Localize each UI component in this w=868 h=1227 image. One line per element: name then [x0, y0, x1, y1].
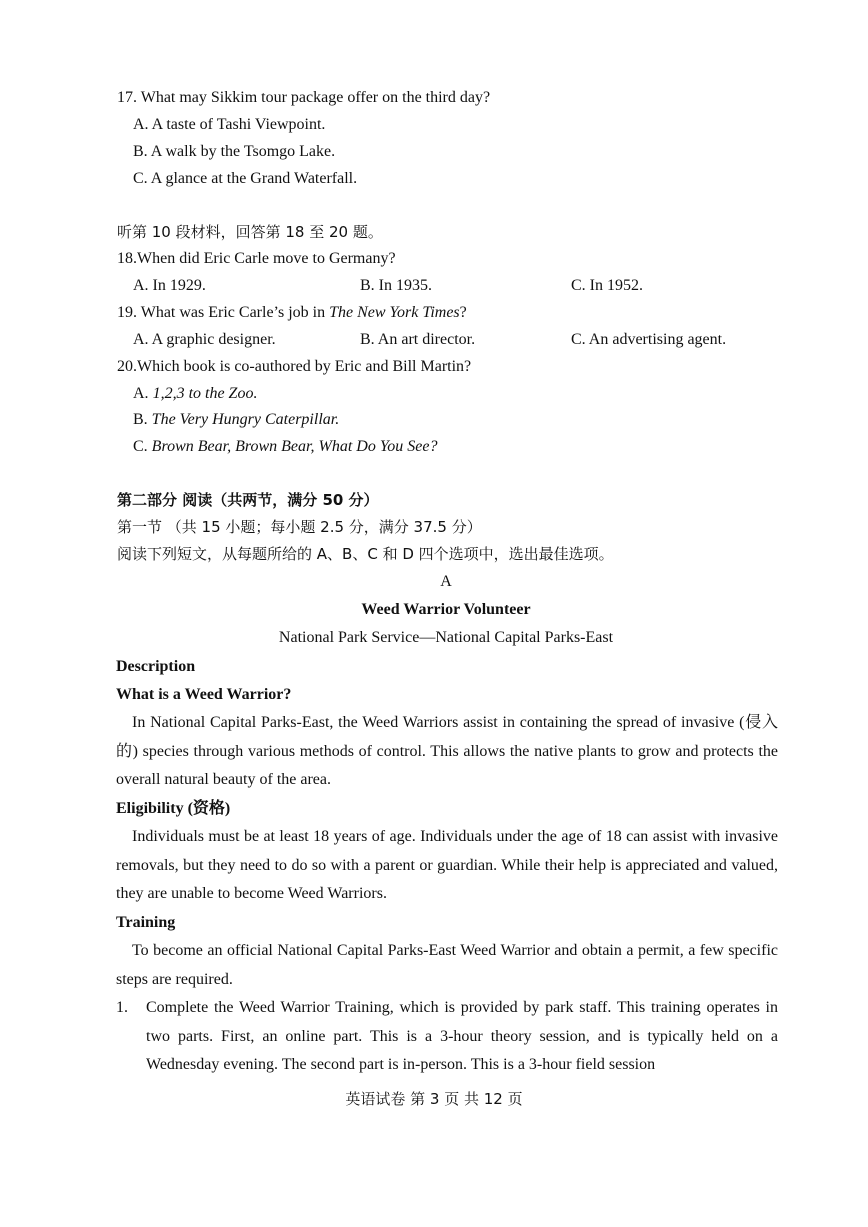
q20-option-c-title: Brown Bear, Brown Bear, What Do You See?	[151, 438, 438, 455]
q17-option-a: A. A taste of Tashi Viewpoint.	[133, 116, 326, 133]
eligibility-paragraph-text: Individuals must be at least 18 years of age. Individuals under the age of 18 can assist with invasive removals, but they need to do so with a parent or guardian. While their help is appreciated and valued, they are unable to become Weed Warriors.	[116, 828, 778, 902]
training-paragraph	[116, 937, 778, 994]
training-step-1-number: 1.	[116, 999, 128, 1016]
training-step-1	[116, 994, 778, 1080]
q20-option-c	[133, 437, 437, 457]
eligibility-paragraph	[116, 823, 778, 909]
q18-option-b: B. In 1935.	[360, 277, 432, 294]
description-heading: Description	[116, 658, 196, 675]
q20-option-b	[133, 410, 339, 430]
q20-option-a	[133, 384, 257, 404]
q19-option-c: C. An advertising agent.	[571, 331, 727, 348]
training-step-1-text: Complete the Weed Warrior Training, which is provided by park staff. This training operates in two parts. First, an online part. This is a 3-hour theory session, and is typically held on a Wednesday evening. The second part is in-person. This is a 3-hour field session	[146, 999, 778, 1073]
q20-option-b-title: The Very Hungry Caterpillar.	[151, 411, 340, 428]
q20-option-a-title: 1,2,3 to the Zoo.	[152, 385, 258, 402]
eligibility-heading: Eligibility (资格)	[116, 800, 231, 817]
q20-option-b-label: B.	[133, 411, 152, 428]
passage-letter: A	[440, 573, 452, 590]
training-paragraph-text: To become an official National Capital Parks-East Weed Warrior and obtain a permit, a few specific steps are required.	[116, 942, 778, 988]
q20-stem: 20.Which book is co-authored by Eric and Bill Martin?	[117, 358, 472, 375]
q19-stem-pre: 19. What was Eric Carle’s job in	[117, 304, 330, 321]
q18-option-c: C. In 1952.	[571, 277, 643, 294]
q18-option-a: A. In 1929.	[133, 277, 206, 294]
listening-instruction-10: 听第 10 段材料，回答第 18 至 20 题。	[117, 223, 383, 241]
q19-option-a: A. A graphic designer.	[133, 331, 276, 348]
page-footer: 英语试卷 第 3 页 共 12 页	[345, 1090, 523, 1108]
what-paragraph-text: In National Capital Parks-East, the Weed Warriors assist in containing the spread of invasive (侵入的) species through various methods of control. This allows the native plants to grow and protects the overall natural beauty of the area.	[116, 714, 779, 788]
q17-option-b: B. A walk by the Tsomgo Lake.	[133, 143, 336, 160]
q18-stem: 18.When did Eric Carle move to Germany?	[117, 250, 396, 267]
q19-stem-title: The New York Times	[329, 304, 460, 321]
q19-stem-post: ?	[459, 304, 467, 321]
q20-option-a-label: A.	[133, 385, 153, 402]
reading-part-heading: 第二部分 阅读（共两节，满分 50 分）	[117, 491, 379, 509]
q19-option-b: B. An art director.	[360, 331, 476, 348]
passage-subtitle: National Park Service—National Capital Parks-East	[278, 629, 614, 646]
what-heading: What is a Weed Warrior?	[116, 686, 292, 703]
reading-instruction: 阅读下列短文，从每题所给的 A、B、C 和 D 四个选项中，选出最佳选项。	[117, 545, 614, 563]
q20-option-c-label: C.	[133, 438, 152, 455]
q17-option-c: C. A glance at the Grand Waterfall.	[133, 170, 358, 187]
passage-title: Weed Warrior Volunteer	[361, 601, 531, 618]
q19-stem	[117, 303, 467, 323]
what-paragraph	[116, 709, 778, 795]
reading-section-heading: 第一节 （共 15 小题；每小题 2.5 分，满分 37.5 分）	[117, 518, 482, 536]
training-heading: Training	[116, 914, 176, 931]
q17-stem: 17. What may Sikkim tour package offer on the third day?	[117, 89, 491, 106]
